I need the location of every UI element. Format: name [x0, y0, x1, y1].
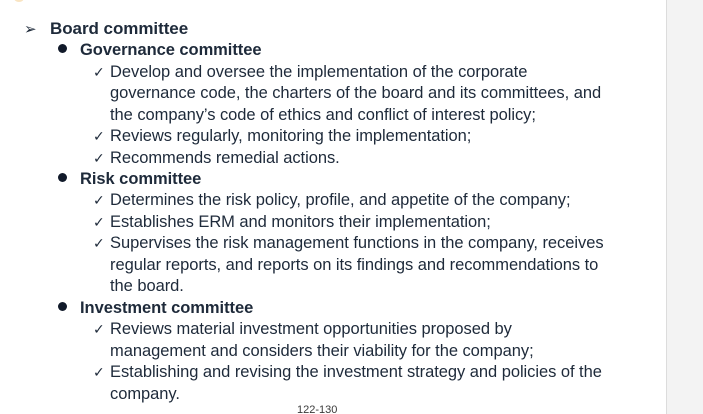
committee-name: Investment committee	[80, 299, 254, 317]
committee-heading-risk	[58, 169, 201, 190]
list-item-text: Recommends remedial actions.	[110, 149, 340, 167]
checkmark-icon: ✓	[93, 64, 105, 80]
bullet-dot-icon	[58, 44, 67, 53]
committee-name: Risk committee	[80, 170, 202, 188]
list-item	[93, 126, 471, 147]
section-heading	[24, 18, 188, 40]
section-title: Board committee	[50, 19, 189, 38]
list-item-continuation: the board.	[110, 277, 184, 295]
checkmark-icon: ✓	[93, 364, 105, 380]
committee-heading-investment	[58, 298, 253, 319]
list-item-text: Establishes ERM and monitors their implementation;	[110, 213, 491, 231]
checkmark-icon: ✓	[93, 235, 105, 251]
checkmark-icon: ✓	[93, 150, 105, 166]
list-item	[93, 362, 602, 383]
bullet-dot-icon	[58, 302, 67, 311]
corner-decoration	[14, 0, 24, 2]
list-item	[93, 319, 512, 340]
checkmark-icon: ✓	[93, 192, 105, 208]
page-reference: 122-130	[297, 404, 338, 414]
list-item-text: Establishing and revising the investment strategy and policies of the	[110, 363, 602, 381]
checkmark-icon: ✓	[93, 128, 105, 144]
list-item-text: Develop and oversee the implementation of the corporate	[110, 63, 528, 81]
list-item-continuation: company.	[110, 385, 180, 403]
window-side-panel	[666, 0, 703, 414]
committee-name: Governance committee	[80, 41, 262, 59]
list-item-text: Reviews regularly, monitoring the implementation;	[110, 127, 472, 145]
checkmark-icon: ✓	[93, 321, 105, 337]
list-item-continuation: the company’s code of ethics and conflict of interest policy;	[110, 106, 536, 124]
list-item-text: Reviews material investment opportunities proposed by	[110, 320, 512, 338]
list-item-text: Determines the risk policy, profile, and appetite of the company;	[110, 191, 571, 209]
committee-heading-governance	[58, 40, 261, 61]
arrow-bullet-icon: ➢	[24, 21, 37, 38]
list-item-continuation: regular reports, and reports on its findings and recommendations to	[110, 256, 599, 274]
list-item	[93, 190, 571, 211]
list-item	[93, 233, 604, 254]
list-item	[93, 212, 491, 233]
list-item	[93, 62, 527, 83]
list-item-continuation: governance code, the charters of the board and its committees, and	[110, 84, 602, 102]
list-item-continuation: management and considers their viability for the company;	[110, 342, 534, 360]
bullet-dot-icon	[58, 173, 67, 182]
list-item	[93, 148, 340, 169]
checkmark-icon: ✓	[93, 214, 105, 230]
list-item-text: Supervises the risk management functions in the company, receives	[110, 234, 604, 252]
